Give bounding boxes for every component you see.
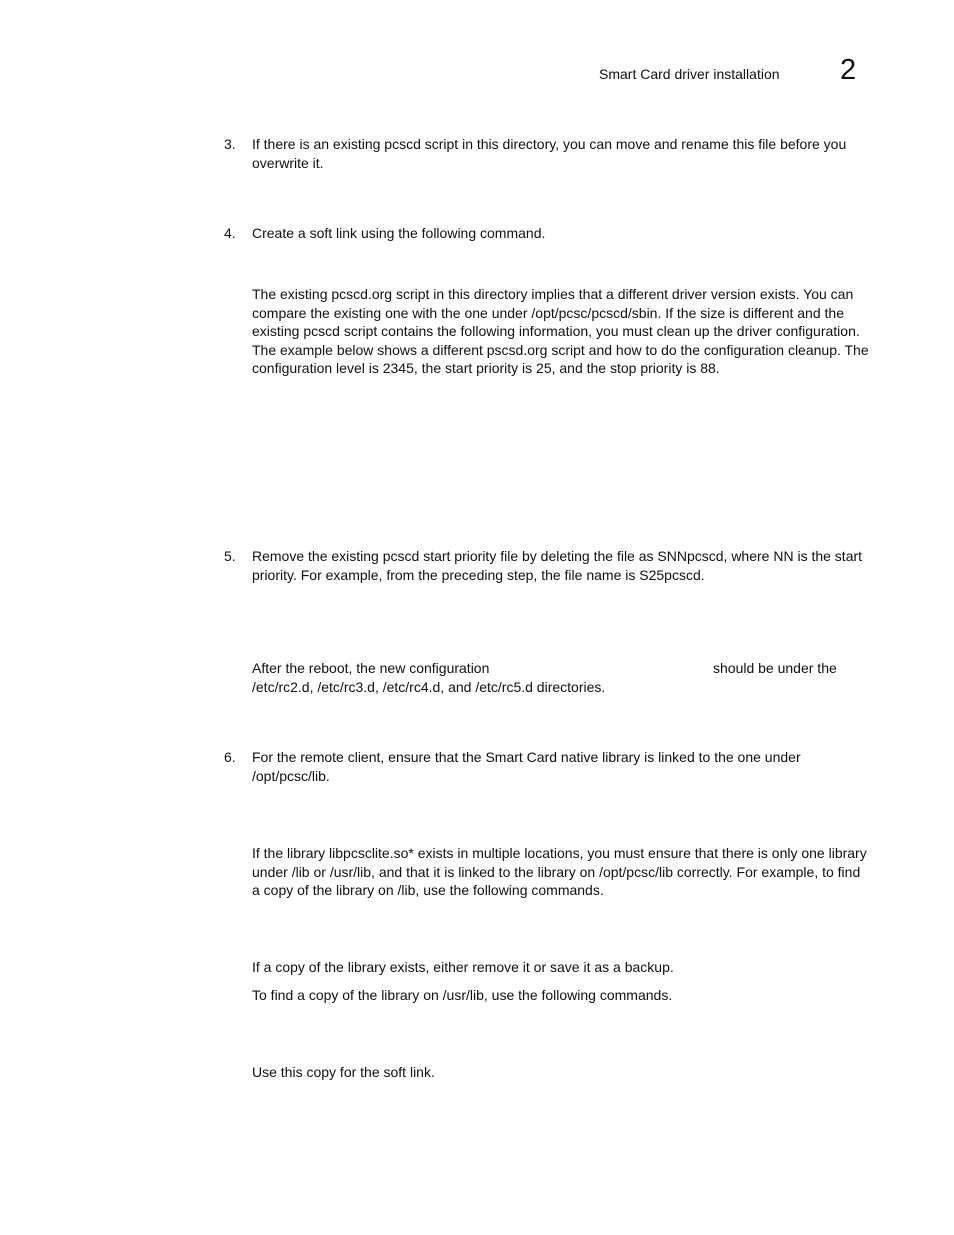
step-text: Remove the existing pcscd start priority file by deleting the file as SNNpcscd, where NN is the start priority. For example, from the preceding step, the file name is S25pcscd. bbox=[252, 548, 863, 583]
after-reboot-text-middle: should be under the bbox=[713, 660, 837, 676]
paragraph-copy-exists: If a copy of the library exists, either remove it or save it as a backup. bbox=[252, 959, 674, 975]
paragraph-find-usr-lib: To find a copy of the library on /usr/lib, use the following commands. bbox=[252, 987, 673, 1003]
step-6 bbox=[224, 748, 869, 785]
paragraph-existing-org: The existing pcscd.org script in this directory implies that a different driver version exists. You can compare the existing one with the one under /opt/pcsc/pcscd/sbin. If the size is different and the existing pcscd script contains the following information, you must clean up the driver configuration. The example below shows a different pscsd.org script and how to do the configuration cleanup. The configuration level is 2345, the start priority is 25, and the stop priority is 88. bbox=[252, 286, 869, 377]
paragraph-use-copy: Use this copy for the soft link. bbox=[252, 1064, 435, 1080]
step-3 bbox=[224, 135, 869, 172]
section-title: Smart Card driver installation bbox=[599, 66, 780, 82]
paragraph-library-multiple: If the library libpcsclite.so* exists in multiple locations, you must ensure that there is only one library under /lib or /usr/lib, and that it is linked to the library on /opt/pcsc/lib correctly. For example, to find a copy of the library on /lib, use the following commands. bbox=[252, 845, 867, 899]
chapter-number: 2 bbox=[840, 54, 857, 86]
step-number: 4. bbox=[224, 225, 236, 241]
step-number: 5. bbox=[224, 548, 236, 564]
after-reboot-text-end: /etc/rc2.d, /etc/rc3.d, /etc/rc4.d, and /etc/rc5.d directories. bbox=[252, 679, 606, 695]
after-reboot-text-start: After the reboot, the new configuration bbox=[252, 660, 490, 676]
step-text: Create a soft link using the following command. bbox=[252, 225, 546, 241]
step-text: For the remote client, ensure that the Smart Card native library is linked to the one under /opt/pcsc/lib. bbox=[252, 749, 801, 784]
step-5 bbox=[224, 547, 869, 584]
step-number: 6. bbox=[224, 749, 236, 765]
step-4 bbox=[224, 224, 869, 243]
step-number: 3. bbox=[224, 136, 236, 152]
step-text: If there is an existing pcscd script in this directory, you can move and rename this file before you overwrite it. bbox=[252, 136, 847, 171]
